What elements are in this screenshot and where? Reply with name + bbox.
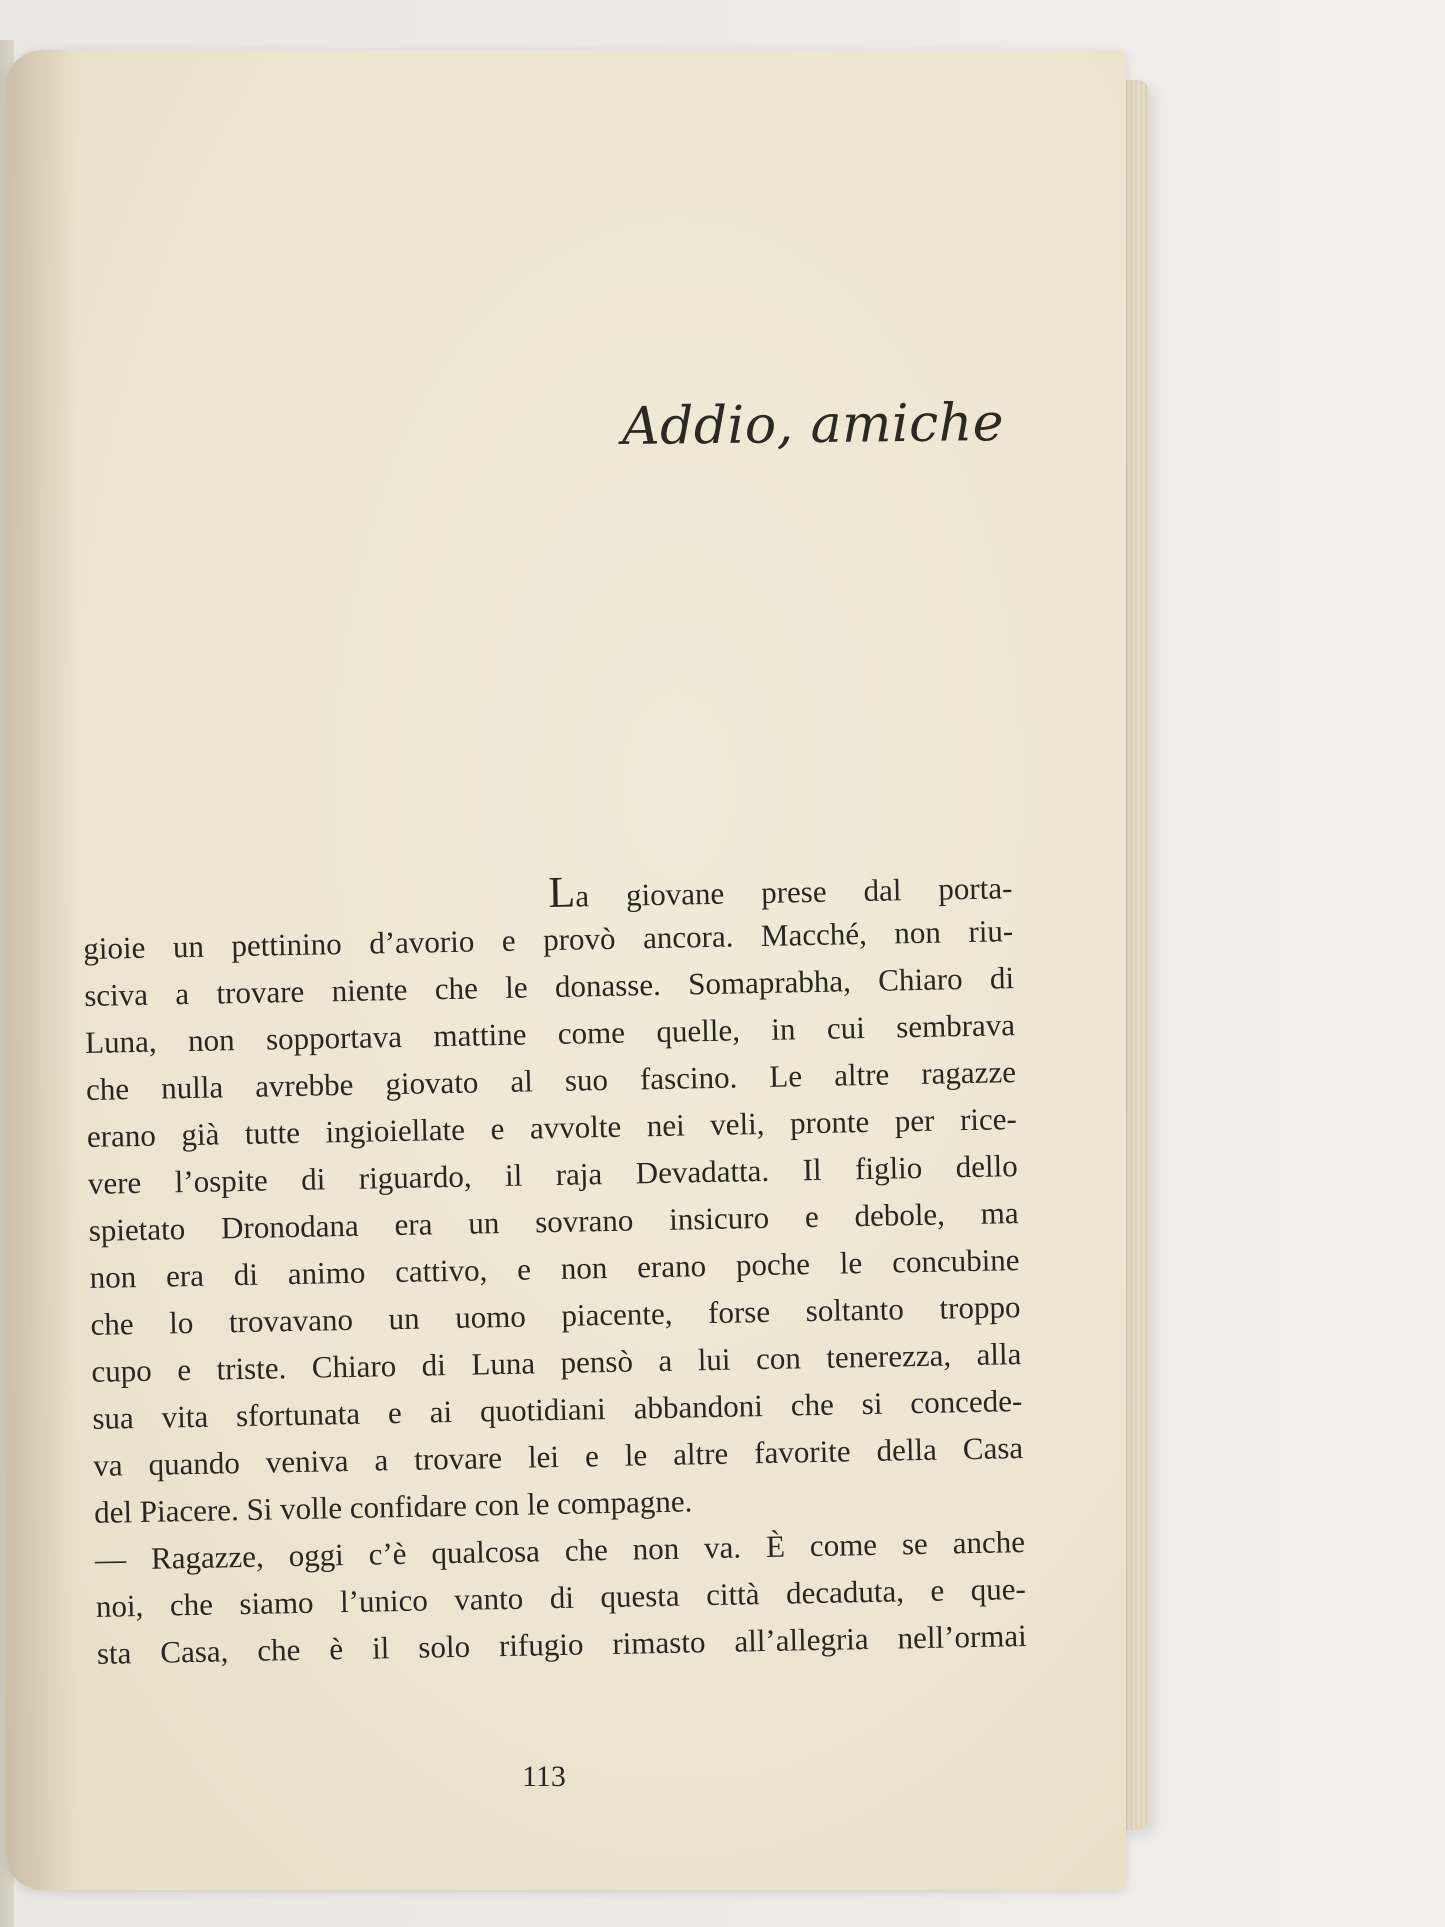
- body-text: [82, 860, 1027, 1677]
- text-line: non era di animo cattivo, e non erano poche le concubine: [89, 1242, 1020, 1295]
- text-line: Luna, non sopportava mattine come quelle, in cui sembrava: [84, 1007, 1016, 1060]
- gutter-shadow: [6, 50, 76, 1890]
- text-line: gioie un pettinino d’avorio e provò ancora. Macché, non riu-: [83, 913, 1014, 966]
- text-line: vere l’ospite di riguardo, il raja Devadatta. Il figlio dello: [87, 1148, 1019, 1201]
- text-line: sciva a trovare niente che le donasse. Somaprabha, Chiaro di: [83, 960, 1015, 1013]
- chapter-title: Addio, amiche: [621, 393, 1005, 457]
- text-line: sua vita sfortunata e ai quotidiani abbandoni che si concede-: [92, 1383, 1023, 1436]
- text-line: sta Casa, che è il solo rifugio rimasto all’allegria nell’ormai: [96, 1618, 1028, 1671]
- first-line-text: a giovane prese dal porta-: [574, 870, 1013, 914]
- text-line: va quando veniva a trovare lei e le altre favorite della Casa: [92, 1430, 1024, 1483]
- text-line: cupo e triste. Chiaro di Luna pensò a lui con tenerezza, alla: [91, 1336, 1022, 1389]
- text-line: erano già tutte ingioiellate e avvolte nei veli, pronte per rice-: [86, 1101, 1018, 1154]
- text-line: che nulla avrebbe giovato al suo fascino. Le altre ragazze: [85, 1054, 1017, 1107]
- text-line-dialogue: — Ragazze, oggi c’è qualcosa che non va. È come se anche: [94, 1524, 1026, 1577]
- text-line: del Piacere. Si volle confidare con le compagne.: [93, 1483, 693, 1530]
- text-line: che lo trovavano un uomo piacente, forse soltanto troppo: [90, 1289, 1021, 1342]
- text-line: noi, che siamo l’unico vanto di questa città decaduta, e que-: [95, 1571, 1027, 1624]
- text-line: spietato Dronodana era un sovrano insicuro e debole, ma: [88, 1195, 1019, 1248]
- page-number: 113: [522, 1760, 566, 1793]
- drop-cap: L: [547, 867, 576, 918]
- book-page: [6, 50, 1126, 1890]
